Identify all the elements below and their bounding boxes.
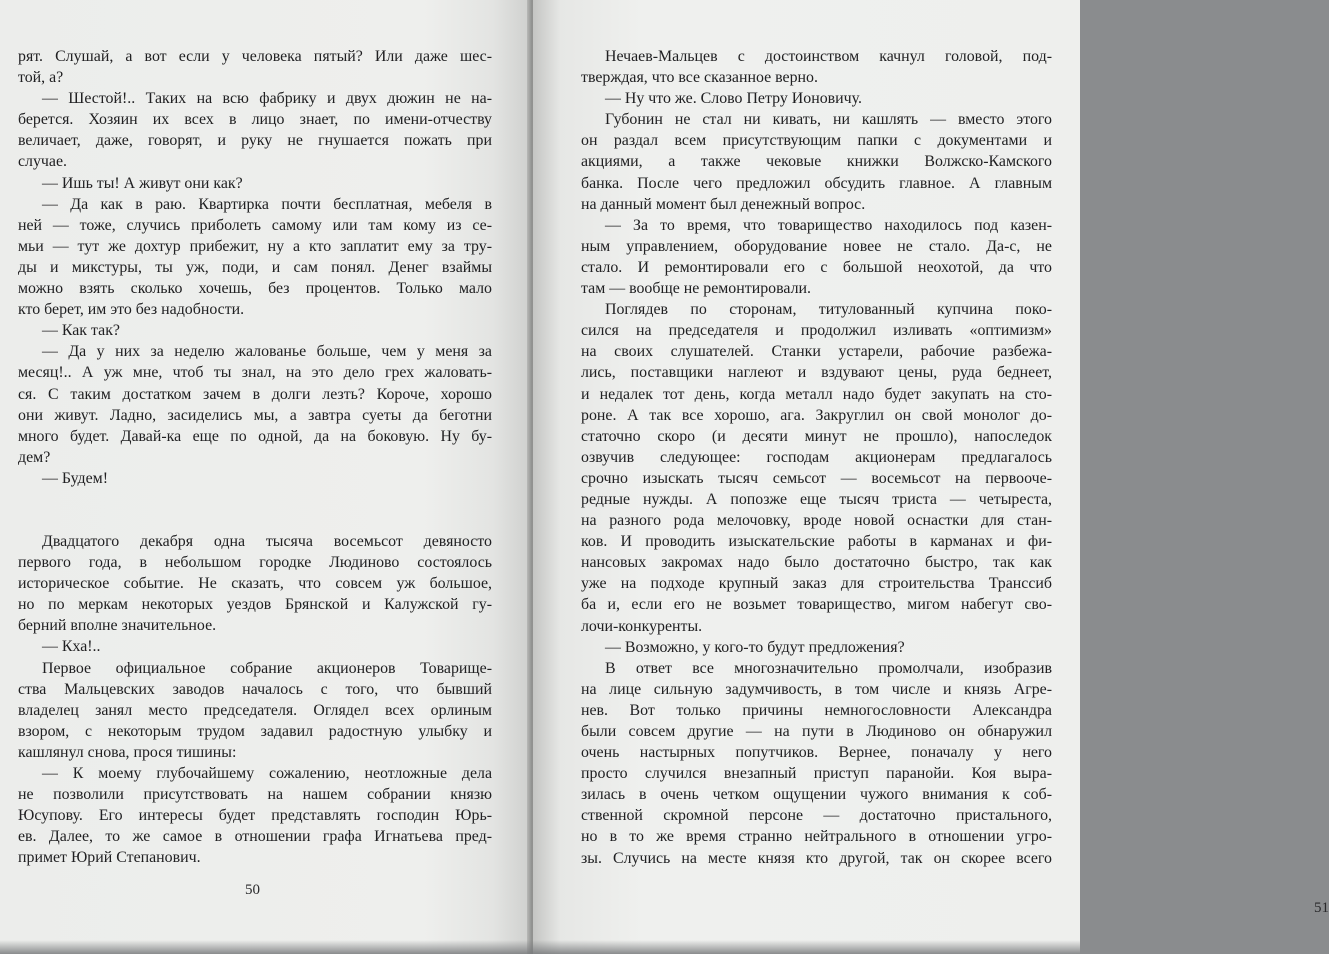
text-line: — Да у них за неделю жалованье больше, чем у меня за bbox=[42, 343, 492, 361]
text-line: той, а? bbox=[18, 69, 64, 87]
text-line: не позволили присутствовать на нашем собрании князю bbox=[18, 786, 492, 804]
text-line: рят. Слушай, а вот если у человека пятый? Или даже шес- bbox=[18, 48, 492, 65]
text-line: нев. Вот только причины немногословности Александра bbox=[581, 701, 1052, 719]
text-line: Нечаев-Мальцев с достоинством качнул головой, под- bbox=[605, 48, 1052, 65]
text-line: ства Мальцевских заводов началось с того, что бывший bbox=[18, 680, 492, 698]
text-line: — За то время, что товарищество находилось под казен- bbox=[605, 216, 1052, 234]
text-line: — К моему глубочайшему сожалению, неотложные дела bbox=[42, 765, 492, 782]
text-line: ным управлением, оборудование новее не стало. Да-с, не bbox=[581, 237, 1052, 255]
text-line: зилась в очень четком ощущении чужого внимания к соб- bbox=[581, 786, 1052, 804]
page-number-left: 50 bbox=[245, 882, 260, 898]
text-line: на разного рода мелочовку, вроде новой оснастки для стан- bbox=[581, 512, 1052, 530]
text-line: сился на председателя и продолжил изливать «оптимизм» bbox=[581, 322, 1052, 340]
text-line: Первое официальное собрание акционеров Товарище- bbox=[42, 659, 492, 677]
text-line: В ответ все многозначительно промолчали, изобразив bbox=[605, 659, 1052, 677]
text-line: ков. И проводить изыскательские работы в карманах и фи- bbox=[581, 533, 1052, 551]
text-line: величает, даже, говорят, и руку не гнушается пожать при bbox=[18, 132, 492, 150]
text-line: ды и микстуры, ты уж, поди, и сам понял. Денег взаймы bbox=[18, 258, 492, 276]
text-line: Поглядев по сторонам, титулованный купчина поко- bbox=[605, 301, 1052, 319]
text-line: но по меркам некоторых уездов Брянской и Калужской гу- bbox=[18, 596, 492, 614]
text-line: взором, с некоторым трудом задавил радостную улыбку и bbox=[18, 722, 492, 740]
text-line: нансовых закромах надо было достаточно быстро, так как bbox=[581, 554, 1052, 572]
text-line: просто случился внезапный приступ паранойи. Коя выра- bbox=[581, 765, 1052, 783]
text-line: — Возможно, у кого-то будут предложения? bbox=[605, 638, 905, 656]
text-line: много будет. Давай-ка еще по одной, да на боковую. Ну бу- bbox=[18, 427, 492, 445]
page-number-right: 51 bbox=[1314, 900, 1329, 916]
section-break bbox=[18, 489, 492, 531]
text-line: редные нужды. А попозже еще тысяч триста — четыреста, bbox=[581, 490, 1052, 508]
text-line: кто берет, им это без надобности. bbox=[18, 301, 245, 319]
text-line: статочно скоро (и десяти минут не прошло), напоследок bbox=[581, 427, 1052, 445]
text-line: на лице сильную задумчивость, в том числе и князь Агре- bbox=[581, 680, 1052, 698]
text-line: лочи-конкуренты. bbox=[581, 617, 703, 635]
text-line: дем? bbox=[18, 448, 51, 466]
bottom-edge-shadow bbox=[0, 940, 1080, 954]
text-line: Двадцатого декабря одна тысяча восемьсот девяносто bbox=[42, 532, 492, 550]
text-line: акциями, а также чековые книжки Волжско-Камского bbox=[581, 153, 1052, 171]
left-page bbox=[0, 0, 530, 954]
text-line: зы. Случись на месте князя кто другой, так он скорее всего bbox=[581, 849, 1052, 867]
text-line: — Да как в раю. Квартирка почти бесплатная, мебеля в bbox=[42, 195, 492, 213]
text-line: роне. А так все хорошо, ага. Закруглил он свой монолог до- bbox=[581, 406, 1052, 424]
text-line: там — вообще не ремонтировали. bbox=[581, 280, 811, 298]
text-line: очень настырных попутчиков. Вернее, поначалу у него bbox=[581, 744, 1052, 762]
text-line: — Будем! bbox=[42, 469, 109, 487]
text-line: Юсупову. Его интересы будет представлять господин Юрь- bbox=[18, 807, 492, 825]
text-line: на данный момент был денежный вопрос. bbox=[581, 195, 866, 213]
text-line: — Ну что же. Слово Петру Ионовичу. bbox=[605, 90, 862, 108]
right-page-text-block bbox=[581, 46, 1052, 869]
text-line: владелец занял место председателя. Оглядел всех орлиным bbox=[18, 701, 492, 719]
text-line: банка. После чего предложил обсудить главное. А главным bbox=[581, 174, 1052, 192]
text-line: — Шестой!.. Таких на всю фабрику и двух дюжин не на- bbox=[42, 90, 492, 108]
text-line: но в то же время странно нейтрального в отношении угро- bbox=[581, 828, 1052, 846]
text-line: уже на подходе крупный заказ для строительства Транссиб bbox=[581, 575, 1052, 593]
text-line: — Кха!.. bbox=[42, 638, 101, 656]
text-line: он раздал всем присутствующим папки с документами и bbox=[581, 132, 1052, 150]
text-line: историческое событие. Не сказать, что совсем уж большое, bbox=[18, 575, 492, 593]
text-line: Губонин не стал ни кивать, ни кашлять — вместо этого bbox=[605, 111, 1052, 129]
text-line: — Ишь ты! А живут они как? bbox=[42, 174, 243, 192]
text-line: срочно изыскать тысяч семьсот — восемьсот на первооче- bbox=[581, 469, 1052, 487]
text-line: были совсем другие — на пути в Людиново он обнаружил bbox=[581, 723, 1052, 740]
text-line: стало. И ремонтировали его с большой неохотой, да что bbox=[581, 258, 1052, 276]
text-line: берется. Хозяин их всех в лицо знает, по имени-отчеству bbox=[18, 111, 492, 129]
left-page-text-block bbox=[18, 46, 492, 489]
text-line: тверждая, что все сказанное верно. bbox=[581, 69, 818, 87]
text-line: на своих слушателей. Станки устарели, рабочие разбежа- bbox=[581, 343, 1052, 361]
text-line: кашлянул снова, прося тишины: bbox=[18, 743, 237, 761]
text-line: случае. bbox=[18, 153, 67, 171]
text-line: ственной скромной персоне — достаточно пристального, bbox=[581, 807, 1052, 825]
text-line: мьи — тут же дохтур прибежит, ну а кто заплатит ему за тру- bbox=[18, 237, 492, 255]
text-line: ев. Далее, то же самое в отношении графа Игнатьева пред- bbox=[18, 828, 492, 846]
text-line: ней — тоже, случись приболеть самому или там кому из се- bbox=[18, 216, 492, 234]
text-line: они живут. Ладно, засиделись мы, а завтра суеты да беготни bbox=[18, 406, 492, 424]
text-line: примет Юрий Степанович. bbox=[18, 849, 201, 867]
text-line: ся. С таким достатком зачем в долги лезть? Короче, хорошо bbox=[18, 385, 492, 403]
right-page bbox=[533, 0, 1329, 954]
left-page-text-block-2 bbox=[18, 531, 492, 869]
text-line: можно взять сколько хочешь, без процентов. Только мало bbox=[18, 280, 492, 298]
text-line: и недалек тот день, когда металл надо будет закупать на сто- bbox=[581, 385, 1052, 403]
text-line: месяц!.. А уж мне, чтоб ты знал, на это дело грех жаловать- bbox=[18, 364, 492, 382]
text-line: озвучив следующее: господам акционерам предлагалось bbox=[581, 448, 1052, 466]
text-line: первого года, в небольшом городке Людиново состоялось bbox=[18, 554, 492, 572]
text-line: ба и, если его не возьмет товарищество, мигом набегут сво- bbox=[581, 596, 1052, 614]
text-line: берний вполне значительное. bbox=[18, 617, 217, 635]
text-line: лись, поставщики наглеют и вздувают цены, руда беднеет, bbox=[581, 364, 1052, 382]
text-line: — Как так? bbox=[42, 322, 120, 340]
